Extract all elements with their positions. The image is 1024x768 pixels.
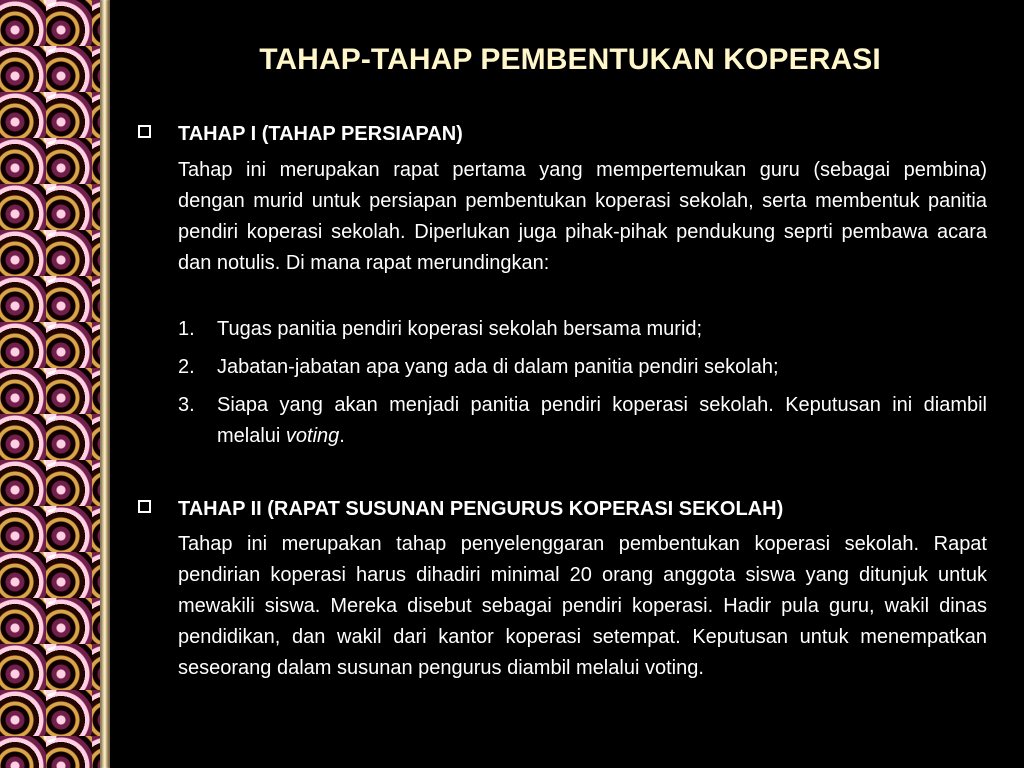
section-heading-text: TAHAP I (TAHAP PERSIAPAN) bbox=[178, 123, 463, 145]
section-heading-text: TAHAP II (RAPAT SUSUNAN PENGURUS KOPERASI SEKOLAH) bbox=[178, 498, 784, 520]
item-number: 1. bbox=[178, 318, 195, 340]
item-text: Tugas panitia pendiri koperasi sekolah bersama murid; bbox=[217, 318, 703, 340]
item-text-ending: . bbox=[339, 425, 345, 447]
checkbox-bullet-icon bbox=[138, 500, 151, 513]
item-number: 3. bbox=[178, 394, 195, 416]
slide-title: TAHAP-TAHAP PEMBENTUKAN KOPERASI bbox=[259, 43, 881, 76]
slide-content bbox=[110, 0, 1024, 768]
item-text bbox=[217, 390, 987, 452]
item-number: 2. bbox=[178, 356, 195, 378]
section-paragraph-tahap-2: Tahap ini merupakan tahap penyelenggaran pembentukan koperasi sekolah. Rapat pendirian koperasi harus dihadiri minimal 20 orang anggota siswa yang ditunjuk untuk mewakili siswa. Mereka disebut sebagai pendiri koperasi. Hadir pula guru, wakil dinas pendidikan, dan wakil dari kantor koperasi setempat. Keputusan untuk menempatkan seseorang dalam susunan pengurus diambil melalui voting. bbox=[178, 533, 987, 679]
section-paragraph-tahap-1: Tahap ini merupakan rapat pertama yang mempertemukan guru (sebagai pembina) dengan murid untuk persiapan pembentukan koperasi sekolah, serta membentuk panitia pendiri koperasi sekolah. Diperlukan juga pihak-pihak pendukung seprti pembawa acara dan notulis. Di mana rapat merundingkan: bbox=[178, 159, 987, 274]
fractal-decoration bbox=[0, 0, 100, 768]
checkbox-bullet-icon bbox=[138, 125, 151, 138]
item-text: Jabatan-jabatan apa yang ada di dalam panitia pendiri sekolah; bbox=[217, 356, 779, 378]
numbered-item bbox=[178, 390, 987, 452]
item-text-main: Siapa yang akan menjadi panitia pendiri koperasi sekolah. Keputusan ini diambil melalui bbox=[217, 394, 987, 447]
item-text-italic: voting bbox=[285, 425, 340, 447]
numbered-item bbox=[178, 314, 987, 345]
numbered-item bbox=[178, 352, 987, 383]
gold-divider bbox=[100, 0, 110, 768]
